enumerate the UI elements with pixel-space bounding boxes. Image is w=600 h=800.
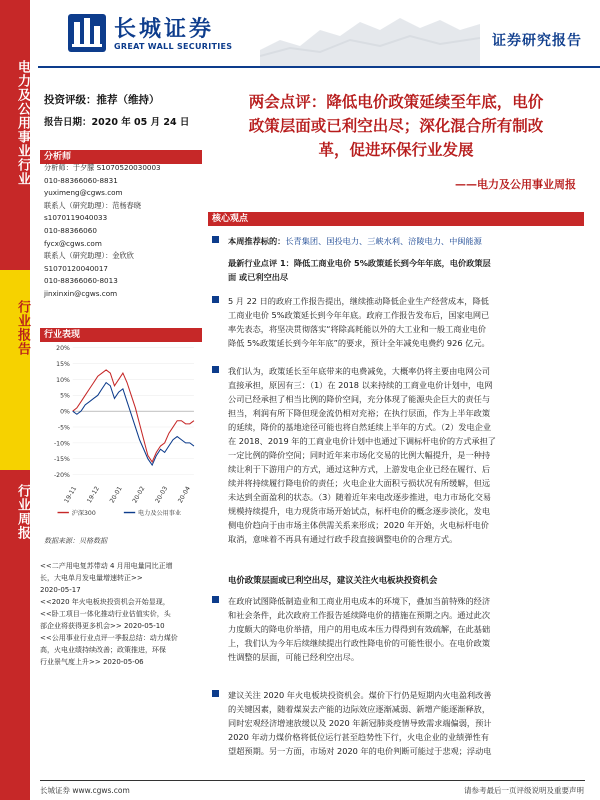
contact-email[interactable]: jinxinxin@cgws.com bbox=[44, 288, 118, 298]
recommend-stocks: 长青集团、国投电力、三峡水利、涪陵电力、中闽能源 bbox=[285, 236, 482, 246]
legend-label: 电力及公用事业 bbox=[138, 509, 182, 517]
paragraph-line: 续并将持续履行降电价的责任；火电企业大面积亏损状况有所缓解，但远 bbox=[228, 478, 491, 488]
paragraph-line: 降低 5%政策延长到今年年底”的要求，预计全年减免电费约 926 亿元。 bbox=[228, 338, 490, 348]
recommend-paragraph bbox=[208, 234, 584, 248]
bullet-icon bbox=[212, 690, 219, 697]
paragraph-line: 在政府试图降低制造业和工商业用电成本的环境下，叠加当前特殊的经济 bbox=[228, 596, 491, 606]
investment-rating: 投资评级：推荐（维持） bbox=[44, 94, 160, 106]
bullet-icon bbox=[212, 296, 219, 303]
paragraph-line: 直接承担，原因有三：（1）在 2018 以来持续的工商业电价计划中，电网 bbox=[228, 380, 493, 390]
industry-performance-chart bbox=[40, 342, 202, 522]
analyst-email[interactable]: yuximeng@cgws.com bbox=[44, 188, 123, 198]
contact-line: 联系人（研究助理）：金欣欣 bbox=[44, 251, 134, 261]
contact-email[interactable]: fycx@cgws.com bbox=[44, 238, 102, 248]
paragraph-line: 力度颇大的降电价举措，用户的用电成本压力得得到有效疏解，在此基础 bbox=[228, 624, 491, 634]
y-tick-label: -15% bbox=[53, 456, 70, 464]
report-title-line: 政策层面或已利空出尽；深化混合所有制改 bbox=[248, 117, 544, 135]
paragraph-line: 的关键因素，随着煤炭去产能的边际效应逐渐减弱、新增产能逐渐释放， bbox=[228, 704, 491, 714]
bullet-icon bbox=[212, 596, 219, 603]
related-report-link[interactable]: 部企业将获得更多机会>> 2020-05-10 bbox=[40, 622, 165, 630]
related-reports bbox=[40, 560, 202, 668]
paragraph-line: 同时宏观经济增速放缓以及 2020 年新冠肺炎疫情导致需求端偏弱，预计 bbox=[228, 718, 492, 728]
x-tick-label: 20-01 bbox=[108, 485, 124, 505]
y-tick-label: -20% bbox=[53, 472, 70, 479]
related-report-link[interactable]: <<二产用电复苏带动 4 月用电量同比正增 bbox=[40, 562, 173, 570]
contact-id: S1070120040017 bbox=[44, 263, 109, 273]
recommend-label: 本周推荐标的： bbox=[228, 236, 286, 246]
bullet-icon bbox=[212, 366, 219, 373]
paragraph-line: 建议关注 2020 年火电板块投资机会。煤价下行仍是短期内火电盈利改善 bbox=[228, 690, 492, 700]
paragraph-line: 5 月 22 日的政府工作报告提出，继续推动降低企业生产经营成本，降低 bbox=[228, 296, 489, 306]
related-report-link[interactable]: <<2020 年火电板块投资机会开始显现， bbox=[40, 598, 170, 606]
paragraph-line: 取消，意味着不再具有通过行政手段直接调整电价的合理方式。 bbox=[228, 534, 458, 544]
paragraph-line: 望超预期。另一方面，市场对 2020 年的电价判断可能过于悲观；浮动电 bbox=[228, 746, 492, 756]
performance-section-head: 行业表现 bbox=[40, 328, 202, 342]
paragraph-line: 工商业电价 5%政策延长到今年年底。政府工作报告发布后，国家电网已 bbox=[228, 310, 490, 320]
section-subhead: 电价政策层面或已利空出尽，建议关注火电板块投资机会 bbox=[228, 575, 438, 585]
paragraph-line: 公司已经承担了相当比例的降价空间，充分体现了能源央企巨大的责任与 bbox=[228, 394, 491, 404]
y-tick-label: 15% bbox=[56, 360, 70, 368]
paragraph-line: 一定比例的降价空间；同时近年来市场化交易的比例大幅提升，是一种持 bbox=[228, 450, 491, 460]
paragraph-line: 担当，利润有所下降但现金流仍相对充裕；在执行层面，作为上半年政策 bbox=[228, 408, 491, 418]
bullet-icon bbox=[212, 236, 219, 243]
y-tick-label: -5% bbox=[57, 424, 70, 432]
paragraph-line: 的延续，降价的基地途径可能也将自然延续上半年的方式。（2）发电企业 bbox=[228, 422, 492, 432]
contact-id: s1070119040033 bbox=[44, 213, 108, 223]
related-report-link[interactable]: 行业景气度上升>> 2020-05-06 bbox=[40, 658, 144, 666]
paragraph-1 bbox=[208, 294, 584, 350]
logo-english-name: GREAT WALL SECURITIES bbox=[114, 42, 233, 51]
x-tick-label: 19-12 bbox=[85, 485, 101, 505]
report-type-label: 证券研究报告 bbox=[492, 33, 582, 49]
latest-comment-line: 最新行业点评 1：降低工商业电价 5%政策延长到今年年底，电价政策层 bbox=[228, 258, 491, 268]
left-band-mid-label: 行业报告 bbox=[15, 300, 30, 356]
x-tick-label: 20-02 bbox=[131, 485, 147, 505]
left-category-band bbox=[0, 0, 30, 800]
contact-line: 联系人（研究助理）：范杨春晓 bbox=[44, 200, 142, 210]
x-tick-label: 19-11 bbox=[63, 485, 79, 505]
company-logo bbox=[68, 12, 268, 62]
latest-comment-line: 面 或已利空出尽 bbox=[228, 272, 289, 282]
related-report-date: 2020-05-17 bbox=[40, 586, 81, 594]
analyst-info bbox=[44, 162, 202, 301]
paragraph-line: 在 2018、2019 年的工商业电价计划中也通过下调标杆电价的方式承担了 bbox=[228, 436, 496, 446]
paragraph-line: 未达到全面盈利的状态。（3）随着近年来电改逐步推进，电力市场化交易 bbox=[228, 492, 492, 502]
paragraph-4 bbox=[208, 688, 584, 758]
page-header bbox=[30, 0, 600, 76]
paragraph-3 bbox=[208, 594, 584, 664]
contact-phone: 010-88366060-8013 bbox=[44, 276, 118, 286]
paragraph-line: 规模持续提升，电力现货市场开始试点，标杆电价的概念逐步淡化，发电 bbox=[228, 506, 491, 516]
y-tick-label: -10% bbox=[53, 440, 70, 448]
core-view-head: 核心观点 bbox=[208, 212, 584, 226]
contact-phone: 010-88366060 bbox=[44, 225, 97, 235]
header-divider bbox=[38, 66, 600, 68]
logo-mark-icon bbox=[68, 14, 106, 52]
left-band-top-label: 电力及公用事业行业 bbox=[15, 60, 30, 186]
x-tick-label: 20-04 bbox=[176, 485, 192, 505]
paragraph-2 bbox=[208, 364, 584, 546]
series-line bbox=[73, 383, 194, 465]
series-line bbox=[73, 370, 194, 462]
legend-label: 沪深300 bbox=[71, 509, 96, 517]
paragraph-line: 侧电价趋向于由市场主体供需关系来形成；2020 年开始，火电标杆电价 bbox=[228, 520, 489, 530]
x-tick-label: 20-03 bbox=[154, 485, 170, 505]
paragraph-line: 2020 年动力煤价格将低位运行甚至趋势性下行，火电企业的业绩弹性有 bbox=[228, 732, 489, 742]
y-tick-label: 10% bbox=[56, 376, 70, 384]
y-tick-label: 20% bbox=[56, 345, 70, 353]
paragraph-line: 上，我们认为今年后续继续提出行政性降电价的可能性很小。在电价政策 bbox=[228, 638, 491, 648]
logo-chinese-name: 长城证券 bbox=[114, 17, 215, 42]
y-tick-label: 5% bbox=[60, 392, 70, 400]
footer-disclaimer: 请参考最后一页评级说明及重要声明 bbox=[464, 786, 584, 795]
chart-source-note: 数据来源：贝格数据 bbox=[44, 537, 107, 545]
great-wall-background-icon bbox=[260, 0, 480, 66]
analyst-section-head: 分析师 bbox=[40, 150, 202, 164]
report-date: 报告日期：2020 年 05 月 24 日 bbox=[44, 117, 190, 128]
paragraph-line: 率先表态，将坚决贯彻落实“将除高耗能以外的大工业和一般工商业电价 bbox=[228, 324, 487, 334]
report-subtitle: ——电力及公用事业周报 bbox=[455, 178, 576, 191]
footer-divider bbox=[40, 780, 585, 781]
report-title-line: 两会点评：降低电价政策延续至年底，电价 bbox=[248, 93, 544, 111]
footer-website[interactable]: 长城证券 www.cgws.com bbox=[40, 786, 130, 795]
paragraph-line: 和社会条件，此次政府工作报告延续降电价的措施在预期之内。通过此次 bbox=[228, 610, 491, 620]
related-report-link[interactable]: <<公用事业行业点评一季报总结：动力煤价 bbox=[40, 634, 178, 642]
related-report-link[interactable]: <<卧工项目一体化推动行业估值实价，头 bbox=[40, 610, 171, 618]
analyst-phone: 010-88366060-8831 bbox=[44, 175, 118, 185]
paragraph-line: 续让利于下游用户的方式，通过这种方式，上游发电企业已经在履行、后 bbox=[228, 464, 491, 474]
report-title bbox=[212, 90, 580, 162]
analyst-line: 分析师：于夕朦 S1070520030003 bbox=[44, 163, 161, 172]
left-band-bottom-label: 行业周报 bbox=[15, 484, 30, 540]
left-band-top bbox=[0, 0, 30, 270]
left-band-bottom bbox=[0, 470, 30, 800]
paragraph-line: 性调整的层面，可能已经利空出尽。 bbox=[228, 652, 360, 662]
related-report-link[interactable]: 长，大电单月发电量增速转正>> bbox=[40, 574, 143, 582]
report-title-line: 革，促进环保行业发展 bbox=[318, 141, 474, 159]
y-tick-label: 0% bbox=[60, 408, 70, 416]
related-report-link[interactable]: 高，火电业绩持续改善；政策推进，环保 bbox=[40, 646, 166, 654]
latest-comment-head bbox=[208, 256, 584, 284]
left-band-mid bbox=[0, 270, 30, 470]
paragraph-line: 我们认为，政策延长至年底带来的电费减免，大概率仍将主要由电网公司 bbox=[228, 366, 491, 376]
